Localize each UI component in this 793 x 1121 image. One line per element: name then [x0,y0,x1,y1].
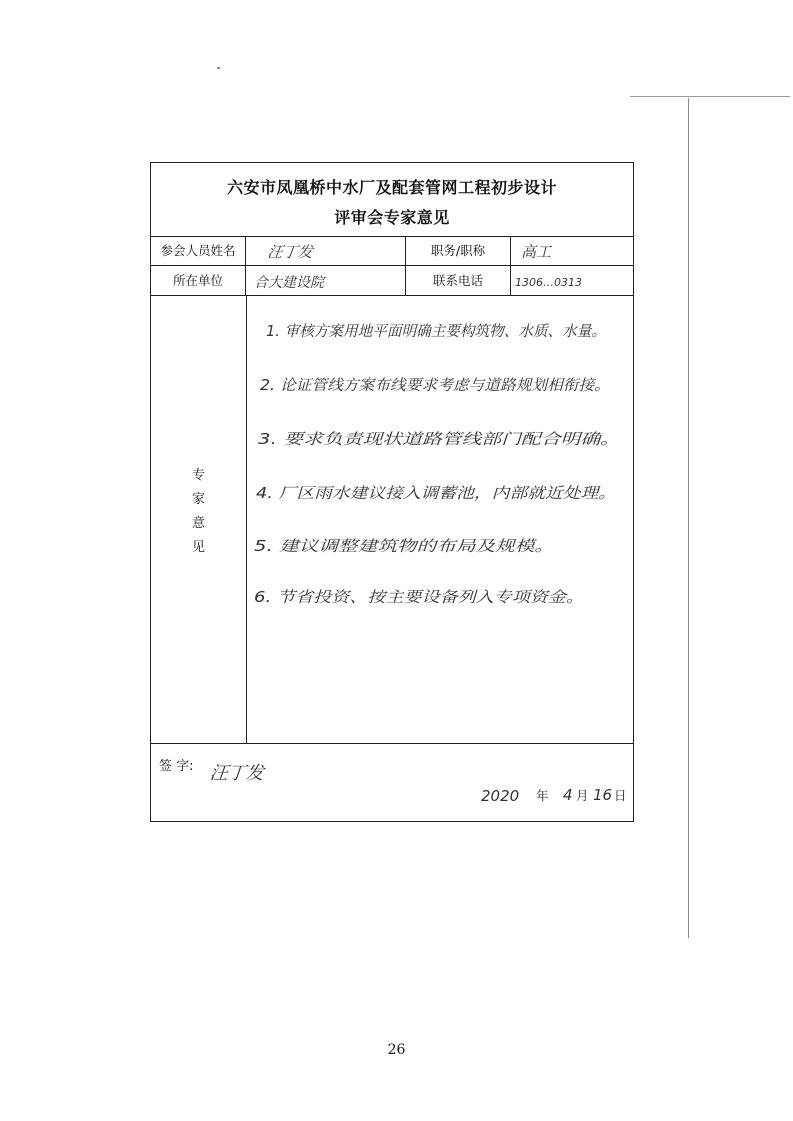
position-value-text: 高工 [521,243,552,261]
unit-value [246,266,406,295]
expert-opinion-section [151,296,633,744]
position-handwriting [511,236,633,265]
phone-value [511,266,633,295]
position-value [511,236,633,265]
opinion-item: 6. 节省投资、按主要设备列入专项资金。 [254,588,584,606]
form-title-block [151,163,633,237]
opinion-label [151,464,246,560]
date-month-suffix: 月 [576,788,589,803]
opinion-item: 4. 厂区雨水建议接入调蓄池，内部就近处理。 [256,484,616,502]
phone-label: 联系电话 [406,266,511,295]
opinion-item: 5. 建议调整建筑物的布局及规模。 [254,537,554,555]
date-day: 16 [593,786,613,804]
opinion-handwriting [246,296,633,743]
name-value [246,236,406,265]
signature-handwriting [151,743,633,821]
date-month: 4 [563,786,573,804]
form-subtitle: 评审会专家意见 [334,208,450,227]
page-number: 26 [387,1042,406,1058]
signature-value: 汪丁发 [208,763,265,784]
position-label: 职务/职称 [406,236,511,265]
opinion-item: 2. 论证管线方案布线要求考虑与道路规划相衔接。 [260,376,610,394]
date-day-suffix: 日 [614,788,627,803]
opinion-label-char: 专 [191,468,205,483]
opinion-content [246,296,633,743]
phone-handwriting [511,266,633,295]
opinion-label-char: 见 [191,540,205,555]
signature-label: 签 字: [159,759,194,774]
expert-opinion-form [150,162,634,822]
scan-edge-right [688,98,689,938]
scan-edge-top [630,96,790,97]
name-value-text: 汪丁发 [266,243,314,261]
phone-value-text: 1306…0313 [515,276,582,289]
form-title: 六安市凤凰桥中水厂及配套管网工程初步设计 [226,178,557,197]
date-year-suffix: 年 [536,788,549,803]
info-row-unit [151,266,633,296]
opinion-item: 3. 要求负责现状道路管线部门配合明确。 [258,430,620,448]
date-year: 2020 [481,787,520,805]
name-handwriting [246,236,406,265]
opinion-label-column [151,296,247,743]
signature-section [151,743,633,821]
opinion-item: 1. 审核方案用地平面明确主要构筑物、水质、水量。 [266,322,606,340]
opinion-label-char: 意 [191,516,205,531]
opinion-label-char: 家 [191,492,205,507]
info-row-name [151,236,633,266]
unit-value-text: 合大建设院 [254,275,324,291]
scan-speck [217,67,220,69]
unit-handwriting [246,266,406,295]
name-label: 参会人员姓名 [151,236,246,265]
unit-label: 所在单位 [151,266,246,295]
